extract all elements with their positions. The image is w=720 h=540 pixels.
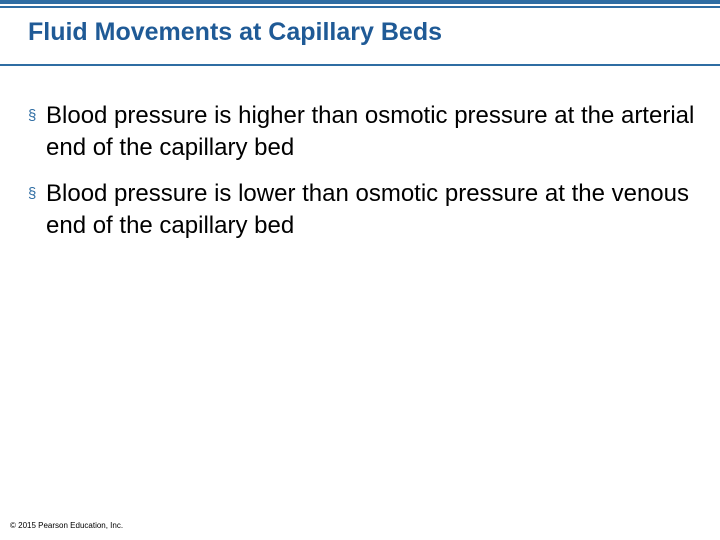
- bullet-marker-icon: §: [28, 107, 37, 124]
- title-underline: [0, 64, 720, 66]
- top-border-thin-line: [0, 6, 720, 8]
- bullet-text: Blood pressure is lower than osmotic pressure at the venous end of the capillary bed: [46, 180, 689, 239]
- bullet-marker-icon: §: [28, 185, 37, 202]
- top-border: [0, 0, 720, 9]
- top-border-thick-line: [0, 0, 720, 4]
- copyright-footer: © 2015 Pearson Education, Inc.: [10, 521, 124, 530]
- bullet-list: [28, 100, 708, 256]
- bullet-text: Blood pressure is higher than osmotic pressure at the arterial end of the capillary bed: [46, 102, 695, 161]
- bullet-item: [28, 178, 708, 242]
- slide-title: Fluid Movements at Capillary Beds: [28, 18, 442, 46]
- bullet-item: [28, 100, 708, 164]
